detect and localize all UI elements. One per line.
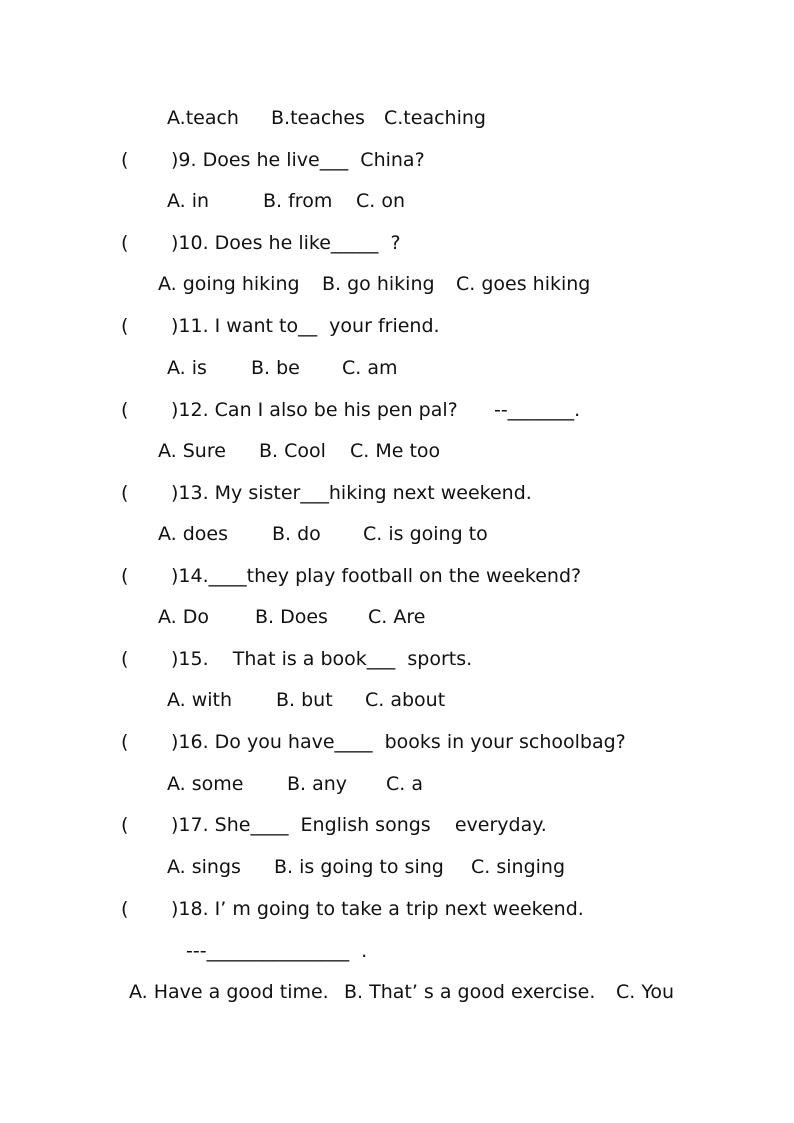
options-row-q8-b: B.teaches	[271, 107, 365, 129]
question-paren-9: (	[121, 149, 129, 171]
option-15-b: B. but	[276, 689, 333, 711]
options-row-q8-c: C.teaching	[384, 107, 486, 129]
question-18: )18. I’ m going to take a trip next weekend.	[171, 898, 584, 920]
option-12-b: B. Cool	[259, 440, 326, 462]
option-16-c: C. a	[386, 773, 423, 795]
option-17-a: A. sings	[167, 856, 241, 878]
question-paren-12: (	[121, 399, 129, 421]
option-11-b: B. be	[251, 357, 300, 379]
option-10-a: A. going hiking	[158, 273, 300, 295]
answer-blank-18: ---_______________ .	[186, 940, 368, 962]
option-18-c: C. You	[616, 981, 675, 1003]
option-12-c: C. Me too	[350, 440, 441, 462]
question-paren-16: (	[121, 731, 129, 753]
question-15: )15. That is a book___ sports.	[171, 648, 473, 670]
option-10-c: C. goes hiking	[456, 273, 591, 295]
option-15-c: C. about	[365, 689, 446, 711]
question-12: )12. Can I also be his pen pal? --_______.	[171, 399, 581, 421]
option-16-b: B. any	[287, 773, 348, 795]
option-15-a: A. with	[167, 689, 233, 711]
option-13-a: A. does	[158, 523, 229, 545]
option-9-c: C. on	[356, 190, 406, 212]
option-14-a: A. Do	[158, 606, 209, 628]
question-14: )14.____they play football on the weekend?	[171, 565, 582, 587]
option-10-b: B. go hiking	[322, 273, 435, 295]
option-11-c: C. am	[342, 357, 398, 379]
question-paren-11: (	[121, 315, 129, 337]
question-paren-18: (	[121, 898, 129, 920]
option-16-a: A. some	[167, 773, 244, 795]
question-paren-10: (	[121, 232, 129, 254]
option-14-b: B. Does	[255, 606, 328, 628]
question-17: )17. She____ English songs everyday.	[171, 814, 547, 836]
question-13: )13. My sister___hiking next weekend.	[171, 482, 532, 504]
question-10: )10. Does he like_____ ?	[171, 232, 401, 254]
question-paren-17: (	[121, 814, 129, 836]
option-13-c: C. is going to	[363, 523, 488, 545]
option-14-c: C. Are	[368, 606, 426, 628]
option-9-b: B. from	[263, 190, 333, 212]
option-17-c: C. singing	[471, 856, 566, 878]
question-11: )11. I want to__ your friend.	[171, 315, 440, 337]
option-12-a: A. Sure	[158, 440, 226, 462]
option-17-b: B. is going to sing	[274, 856, 444, 878]
option-18-b: B. That’ s a good exercise.	[344, 981, 596, 1003]
option-11-a: A. is	[167, 357, 207, 379]
options-row-q8-a: A.teach	[167, 107, 239, 129]
question-9: )9. Does he live___ China?	[171, 149, 425, 171]
option-18-a: A. Have a good time.	[129, 981, 329, 1003]
option-13-b: B. do	[272, 523, 321, 545]
question-paren-13: (	[121, 482, 129, 504]
question-paren-15: (	[121, 648, 129, 670]
option-9-a: A. in	[167, 190, 210, 212]
question-paren-14: (	[121, 565, 129, 587]
question-16: )16. Do you have____ books in your schoolbag?	[171, 731, 626, 753]
